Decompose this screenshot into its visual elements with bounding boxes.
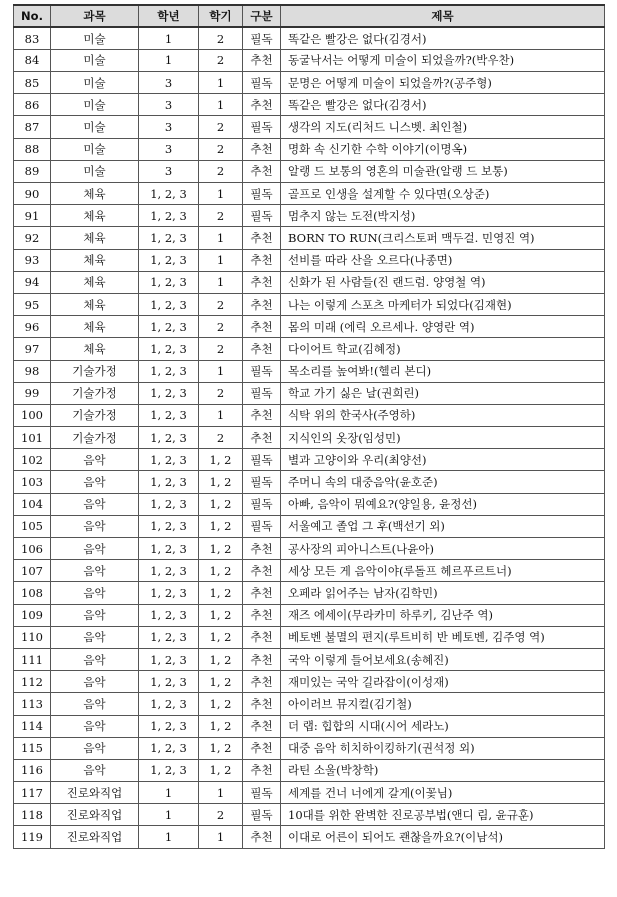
cell-title: 동굴낙서는 어떻게 미술이 되었을까?(박우찬) — [281, 49, 605, 71]
cell-grade: 1, 2, 3 — [139, 515, 199, 537]
cell-subject: 음악 — [51, 582, 139, 604]
table-row — [14, 515, 605, 537]
cell-semester: 1, 2 — [199, 626, 243, 648]
cell-title: 세상 모든 게 음악이야(루돌프 헤르푸르트너) — [281, 560, 605, 582]
cell-semester: 2 — [199, 116, 243, 138]
cell-category: 추천 — [243, 94, 281, 116]
cell-semester: 1 — [199, 72, 243, 94]
cell-no: 103 — [14, 471, 51, 493]
cell-no: 112 — [14, 671, 51, 693]
table-row — [14, 205, 605, 227]
cell-title: 멈추지 않는 도전(박지성) — [281, 205, 605, 227]
header-grade: 학년 — [139, 5, 199, 27]
cell-no: 107 — [14, 560, 51, 582]
cell-title: 10대를 위한 완벽한 진로공부법(앤디 림, 윤규훈) — [281, 804, 605, 826]
cell-grade: 1, 2, 3 — [139, 316, 199, 338]
cell-grade: 3 — [139, 160, 199, 182]
cell-semester: 1, 2 — [199, 471, 243, 493]
cell-grade: 1, 2, 3 — [139, 249, 199, 271]
cell-grade: 1, 2, 3 — [139, 626, 199, 648]
cell-subject: 진로와직업 — [51, 804, 139, 826]
cell-category: 추천 — [243, 160, 281, 182]
table-row — [14, 138, 605, 160]
cell-grade: 1, 2, 3 — [139, 205, 199, 227]
cell-semester: 1, 2 — [199, 582, 243, 604]
cell-title: 재미있는 국악 길라잡이(이성재) — [281, 671, 605, 693]
cell-grade: 1, 2, 3 — [139, 293, 199, 315]
cell-semester: 1, 2 — [199, 449, 243, 471]
table-row — [14, 271, 605, 293]
table-row — [14, 693, 605, 715]
cell-semester: 2 — [199, 205, 243, 227]
cell-grade: 1, 2, 3 — [139, 759, 199, 781]
cell-category: 추천 — [243, 648, 281, 670]
table-row — [14, 338, 605, 360]
cell-category: 추천 — [243, 427, 281, 449]
header-title: 제목 — [281, 5, 605, 27]
cell-grade: 1, 2, 3 — [139, 227, 199, 249]
cell-no: 106 — [14, 538, 51, 560]
cell-subject: 음악 — [51, 449, 139, 471]
cell-subject: 체육 — [51, 183, 139, 205]
cell-title: 서울예고 졸업 그 후(백선기 외) — [281, 515, 605, 537]
cell-grade: 3 — [139, 116, 199, 138]
cell-title: 식탁 위의 한국사(주영하) — [281, 404, 605, 426]
cell-title: 세계를 건너 너에게 갈게(이꽃님) — [281, 782, 605, 804]
table-row — [14, 227, 605, 249]
cell-subject: 미술 — [51, 94, 139, 116]
cell-subject: 음악 — [51, 515, 139, 537]
cell-no: 96 — [14, 316, 51, 338]
cell-category: 추천 — [243, 338, 281, 360]
cell-subject: 체육 — [51, 227, 139, 249]
cell-semester: 1, 2 — [199, 693, 243, 715]
cell-title: 아이러브 뮤지컬(김기철) — [281, 693, 605, 715]
cell-grade: 1, 2, 3 — [139, 360, 199, 382]
cell-subject: 기술가정 — [51, 360, 139, 382]
cell-subject: 음악 — [51, 693, 139, 715]
cell-no: 84 — [14, 49, 51, 71]
cell-no: 89 — [14, 160, 51, 182]
cell-title: 재즈 에세이(무라카미 하루키, 김난주 역) — [281, 604, 605, 626]
cell-title: 학교 가기 싫은 날(권희린) — [281, 382, 605, 404]
cell-category: 추천 — [243, 759, 281, 781]
cell-title: 선비를 따라 산을 오르다(나종면) — [281, 249, 605, 271]
cell-category: 추천 — [243, 693, 281, 715]
table-row — [14, 826, 605, 848]
cell-subject: 미술 — [51, 72, 139, 94]
cell-subject: 체육 — [51, 338, 139, 360]
cell-grade: 1 — [139, 27, 199, 49]
cell-category: 필독 — [243, 205, 281, 227]
cell-semester: 1 — [199, 404, 243, 426]
header-subject: 과목 — [51, 5, 139, 27]
table-row — [14, 626, 605, 648]
cell-category: 추천 — [243, 560, 281, 582]
cell-category: 추천 — [243, 626, 281, 648]
cell-no: 99 — [14, 382, 51, 404]
table-row — [14, 27, 605, 49]
cell-title: 나는 이렇게 스포츠 마케터가 되었다(김재현) — [281, 293, 605, 315]
cell-category: 필독 — [243, 116, 281, 138]
cell-grade: 3 — [139, 138, 199, 160]
cell-semester: 2 — [199, 49, 243, 71]
cell-grade: 1, 2, 3 — [139, 427, 199, 449]
table-row — [14, 360, 605, 382]
table-row — [14, 94, 605, 116]
cell-no: 119 — [14, 826, 51, 848]
cell-semester: 1, 2 — [199, 538, 243, 560]
cell-no: 109 — [14, 604, 51, 626]
cell-category: 추천 — [243, 404, 281, 426]
cell-subject: 미술 — [51, 27, 139, 49]
cell-subject: 음악 — [51, 648, 139, 670]
cell-subject: 음악 — [51, 671, 139, 693]
cell-grade: 1, 2, 3 — [139, 471, 199, 493]
cell-title: 라틴 소울(박창학) — [281, 759, 605, 781]
table-row — [14, 293, 605, 315]
cell-semester: 2 — [199, 160, 243, 182]
cell-no: 91 — [14, 205, 51, 227]
table-row — [14, 116, 605, 138]
cell-category: 추천 — [243, 227, 281, 249]
cell-category: 추천 — [243, 293, 281, 315]
cell-title: 알랭 드 보통의 영혼의 미술관(알랭 드 보통) — [281, 160, 605, 182]
table-row — [14, 72, 605, 94]
cell-title: 베토벤 불멸의 편지(루트비히 반 베토벤, 김주영 역) — [281, 626, 605, 648]
cell-subject: 체육 — [51, 293, 139, 315]
cell-semester: 2 — [199, 138, 243, 160]
cell-no: 95 — [14, 293, 51, 315]
cell-category: 추천 — [243, 316, 281, 338]
cell-title: 공사장의 피아니스트(나윤아) — [281, 538, 605, 560]
cell-title: 신화가 된 사람들(진 랜드럼. 양영철 역) — [281, 271, 605, 293]
cell-subject: 진로와직업 — [51, 826, 139, 848]
cell-subject: 체육 — [51, 316, 139, 338]
cell-subject: 기술가정 — [51, 404, 139, 426]
cell-subject: 음악 — [51, 626, 139, 648]
cell-no: 97 — [14, 338, 51, 360]
cell-title: 문명은 어떻게 미술이 되었을까?(공주형) — [281, 72, 605, 94]
table-row — [14, 49, 605, 71]
cell-title: 더 랩: 힙합의 시대(시어 세라노) — [281, 715, 605, 737]
cell-subject: 음악 — [51, 493, 139, 515]
cell-title: 명화 속 신기한 수학 이야기(이명옥) — [281, 138, 605, 160]
table-row — [14, 804, 605, 826]
cell-category: 추천 — [243, 49, 281, 71]
cell-category: 필독 — [243, 360, 281, 382]
cell-semester: 1, 2 — [199, 715, 243, 737]
cell-category: 필독 — [243, 382, 281, 404]
cell-grade: 1, 2, 3 — [139, 271, 199, 293]
cell-semester: 2 — [199, 338, 243, 360]
cell-grade: 1, 2, 3 — [139, 560, 199, 582]
cell-semester: 1, 2 — [199, 671, 243, 693]
cell-category: 필독 — [243, 782, 281, 804]
table-row — [14, 671, 605, 693]
cell-grade: 1, 2, 3 — [139, 338, 199, 360]
cell-category: 추천 — [243, 826, 281, 848]
table-row — [14, 427, 605, 449]
header-row — [14, 5, 605, 27]
cell-no: 117 — [14, 782, 51, 804]
cell-semester: 1 — [199, 227, 243, 249]
cell-category: 추천 — [243, 582, 281, 604]
cell-semester: 1 — [199, 360, 243, 382]
cell-category: 추천 — [243, 715, 281, 737]
table-row — [14, 404, 605, 426]
cell-grade: 1, 2, 3 — [139, 737, 199, 759]
cell-title: 국악 이렇게 들어보세요(송혜진) — [281, 648, 605, 670]
cell-semester: 1, 2 — [199, 648, 243, 670]
cell-no: 110 — [14, 626, 51, 648]
cell-title: 골프로 인생을 설계할 수 있다면(오상준) — [281, 183, 605, 205]
cell-grade: 1, 2, 3 — [139, 538, 199, 560]
cell-title: 오페라 읽어주는 남자(김학민) — [281, 582, 605, 604]
cell-semester: 2 — [199, 427, 243, 449]
cell-semester: 1, 2 — [199, 604, 243, 626]
cell-title: 몸의 미래 (에릭 오르세나. 양영란 역) — [281, 316, 605, 338]
cell-no: 83 — [14, 27, 51, 49]
cell-no: 94 — [14, 271, 51, 293]
cell-subject: 음악 — [51, 538, 139, 560]
cell-subject: 음악 — [51, 604, 139, 626]
cell-no: 116 — [14, 759, 51, 781]
cell-subject: 음악 — [51, 715, 139, 737]
table-row — [14, 493, 605, 515]
cell-no: 111 — [14, 648, 51, 670]
reading-list-table — [13, 4, 605, 849]
cell-grade: 1, 2, 3 — [139, 493, 199, 515]
cell-title: 지식인의 옷장(임성민) — [281, 427, 605, 449]
cell-grade: 1, 2, 3 — [139, 183, 199, 205]
cell-category: 추천 — [243, 138, 281, 160]
cell-title: 아빠, 음악이 뭐예요?(양일용, 윤정선) — [281, 493, 605, 515]
cell-semester: 1 — [199, 249, 243, 271]
table-row — [14, 604, 605, 626]
cell-subject: 음악 — [51, 560, 139, 582]
header-no: No. — [14, 5, 51, 27]
cell-semester: 1 — [199, 94, 243, 116]
cell-category: 필독 — [243, 449, 281, 471]
cell-title: 이대로 어른이 되어도 괜찮을까요?(이남석) — [281, 826, 605, 848]
cell-category: 필독 — [243, 72, 281, 94]
table-row — [14, 249, 605, 271]
table-row — [14, 759, 605, 781]
cell-category: 추천 — [243, 671, 281, 693]
cell-no: 100 — [14, 404, 51, 426]
cell-no: 101 — [14, 427, 51, 449]
cell-grade: 3 — [139, 72, 199, 94]
cell-grade: 1, 2, 3 — [139, 404, 199, 426]
header-category: 구분 — [243, 5, 281, 27]
cell-grade: 1, 2, 3 — [139, 582, 199, 604]
cell-subject: 체육 — [51, 249, 139, 271]
table-row — [14, 737, 605, 759]
cell-title: 대중 음악 히치하이킹하기(권석정 외) — [281, 737, 605, 759]
cell-semester: 2 — [199, 27, 243, 49]
cell-subject: 기술가정 — [51, 382, 139, 404]
cell-semester: 2 — [199, 293, 243, 315]
cell-category: 필독 — [243, 471, 281, 493]
cell-grade: 1 — [139, 804, 199, 826]
cell-subject: 음악 — [51, 759, 139, 781]
table-row — [14, 382, 605, 404]
cell-semester: 1, 2 — [199, 493, 243, 515]
cell-semester: 1, 2 — [199, 560, 243, 582]
cell-grade: 1 — [139, 49, 199, 71]
cell-semester: 1, 2 — [199, 737, 243, 759]
cell-semester: 1 — [199, 183, 243, 205]
cell-grade: 3 — [139, 94, 199, 116]
cell-grade: 1, 2, 3 — [139, 648, 199, 670]
cell-subject: 음악 — [51, 737, 139, 759]
cell-subject: 미술 — [51, 49, 139, 71]
cell-no: 85 — [14, 72, 51, 94]
table-row — [14, 449, 605, 471]
table-header — [14, 5, 605, 27]
cell-category: 추천 — [243, 271, 281, 293]
cell-no: 98 — [14, 360, 51, 382]
cell-no: 105 — [14, 515, 51, 537]
cell-semester: 1, 2 — [199, 515, 243, 537]
cell-no: 118 — [14, 804, 51, 826]
table-row — [14, 782, 605, 804]
cell-title: 주머니 속의 대중음악(윤호준) — [281, 471, 605, 493]
cell-subject: 미술 — [51, 116, 139, 138]
cell-title: 생각의 지도(리처드 니스벳. 최인철) — [281, 116, 605, 138]
cell-title: 똑같은 빨강은 없다(김경서) — [281, 94, 605, 116]
cell-category: 추천 — [243, 538, 281, 560]
table-row — [14, 582, 605, 604]
cell-no: 114 — [14, 715, 51, 737]
cell-subject: 기술가정 — [51, 427, 139, 449]
table-row — [14, 183, 605, 205]
cell-no: 90 — [14, 183, 51, 205]
cell-grade: 1, 2, 3 — [139, 382, 199, 404]
cell-category: 필독 — [243, 183, 281, 205]
cell-no: 102 — [14, 449, 51, 471]
cell-category: 필독 — [243, 493, 281, 515]
cell-no: 113 — [14, 693, 51, 715]
cell-title: 목소리를 높여봐!(헬리 본디) — [281, 360, 605, 382]
cell-subject: 체육 — [51, 205, 139, 227]
cell-semester: 2 — [199, 316, 243, 338]
table-row — [14, 471, 605, 493]
cell-title: BORN TO RUN(크리스토퍼 맥두걸. 민영진 역) — [281, 227, 605, 249]
table-row — [14, 560, 605, 582]
cell-semester: 1, 2 — [199, 759, 243, 781]
table-body — [14, 27, 605, 848]
cell-no: 86 — [14, 94, 51, 116]
cell-title: 별과 고양이와 우리(최양선) — [281, 449, 605, 471]
cell-grade: 1 — [139, 782, 199, 804]
cell-grade: 1, 2, 3 — [139, 693, 199, 715]
cell-grade: 1, 2, 3 — [139, 715, 199, 737]
cell-no: 115 — [14, 737, 51, 759]
cell-semester: 1 — [199, 271, 243, 293]
cell-subject: 미술 — [51, 138, 139, 160]
cell-category: 필독 — [243, 804, 281, 826]
table-row — [14, 538, 605, 560]
cell-no: 88 — [14, 138, 51, 160]
cell-title: 다이어트 학교(김혜정) — [281, 338, 605, 360]
cell-semester: 2 — [199, 804, 243, 826]
table-row — [14, 316, 605, 338]
table-row — [14, 160, 605, 182]
cell-subject: 진로와직업 — [51, 782, 139, 804]
cell-no: 87 — [14, 116, 51, 138]
cell-subject: 체육 — [51, 271, 139, 293]
cell-subject: 음악 — [51, 471, 139, 493]
cell-category: 필독 — [243, 27, 281, 49]
cell-grade: 1, 2, 3 — [139, 449, 199, 471]
header-semester: 학기 — [199, 5, 243, 27]
table-row — [14, 648, 605, 670]
cell-category: 추천 — [243, 604, 281, 626]
cell-no: 92 — [14, 227, 51, 249]
table-row — [14, 715, 605, 737]
cell-no: 104 — [14, 493, 51, 515]
cell-semester: 1 — [199, 826, 243, 848]
cell-semester: 2 — [199, 382, 243, 404]
cell-title: 똑같은 빨강은 없다(김경서) — [281, 27, 605, 49]
cell-category: 필독 — [243, 515, 281, 537]
cell-grade: 1 — [139, 826, 199, 848]
cell-subject: 미술 — [51, 160, 139, 182]
cell-no: 93 — [14, 249, 51, 271]
cell-grade: 1, 2, 3 — [139, 671, 199, 693]
cell-semester: 1 — [199, 782, 243, 804]
cell-category: 추천 — [243, 249, 281, 271]
cell-no: 108 — [14, 582, 51, 604]
cell-category: 추천 — [243, 737, 281, 759]
cell-grade: 1, 2, 3 — [139, 604, 199, 626]
